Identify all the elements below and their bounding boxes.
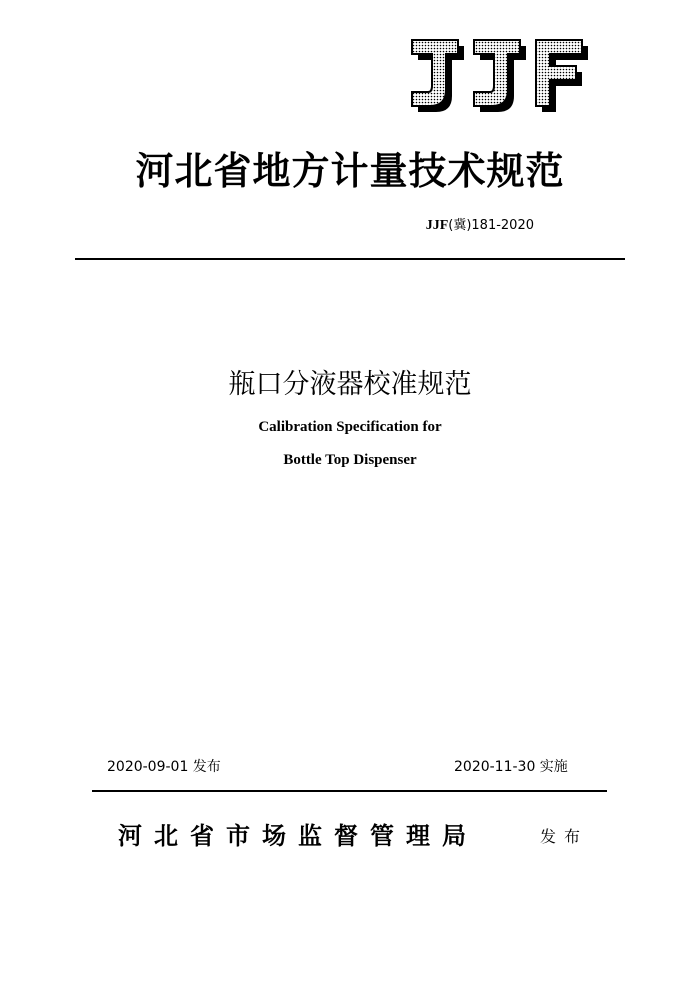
issuing-authority: 河北省市场监督管理局 [118, 821, 478, 850]
top-divider [75, 258, 625, 260]
document-number-code: (冀)181-2020 [448, 218, 534, 233]
document-title-english-line2: Bottle Top Dispenser [283, 452, 417, 468]
document-number-prefix: JJF [425, 218, 449, 233]
effective-date: 2020-11-30 实施 [454, 759, 568, 775]
release-date: 2020-09-01 发布 [107, 759, 221, 775]
series-title: 河北省地方计量技术规范 [135, 148, 565, 193]
document-number [426, 214, 534, 234]
issue-label: 发布 [540, 827, 589, 846]
bottom-divider [92, 790, 607, 792]
document-title-chinese: 瓶口分液器校准规范 [228, 369, 472, 400]
jjf-logo-icon [406, 38, 590, 114]
document-title-english-line1: Calibration Specification for [258, 419, 442, 435]
